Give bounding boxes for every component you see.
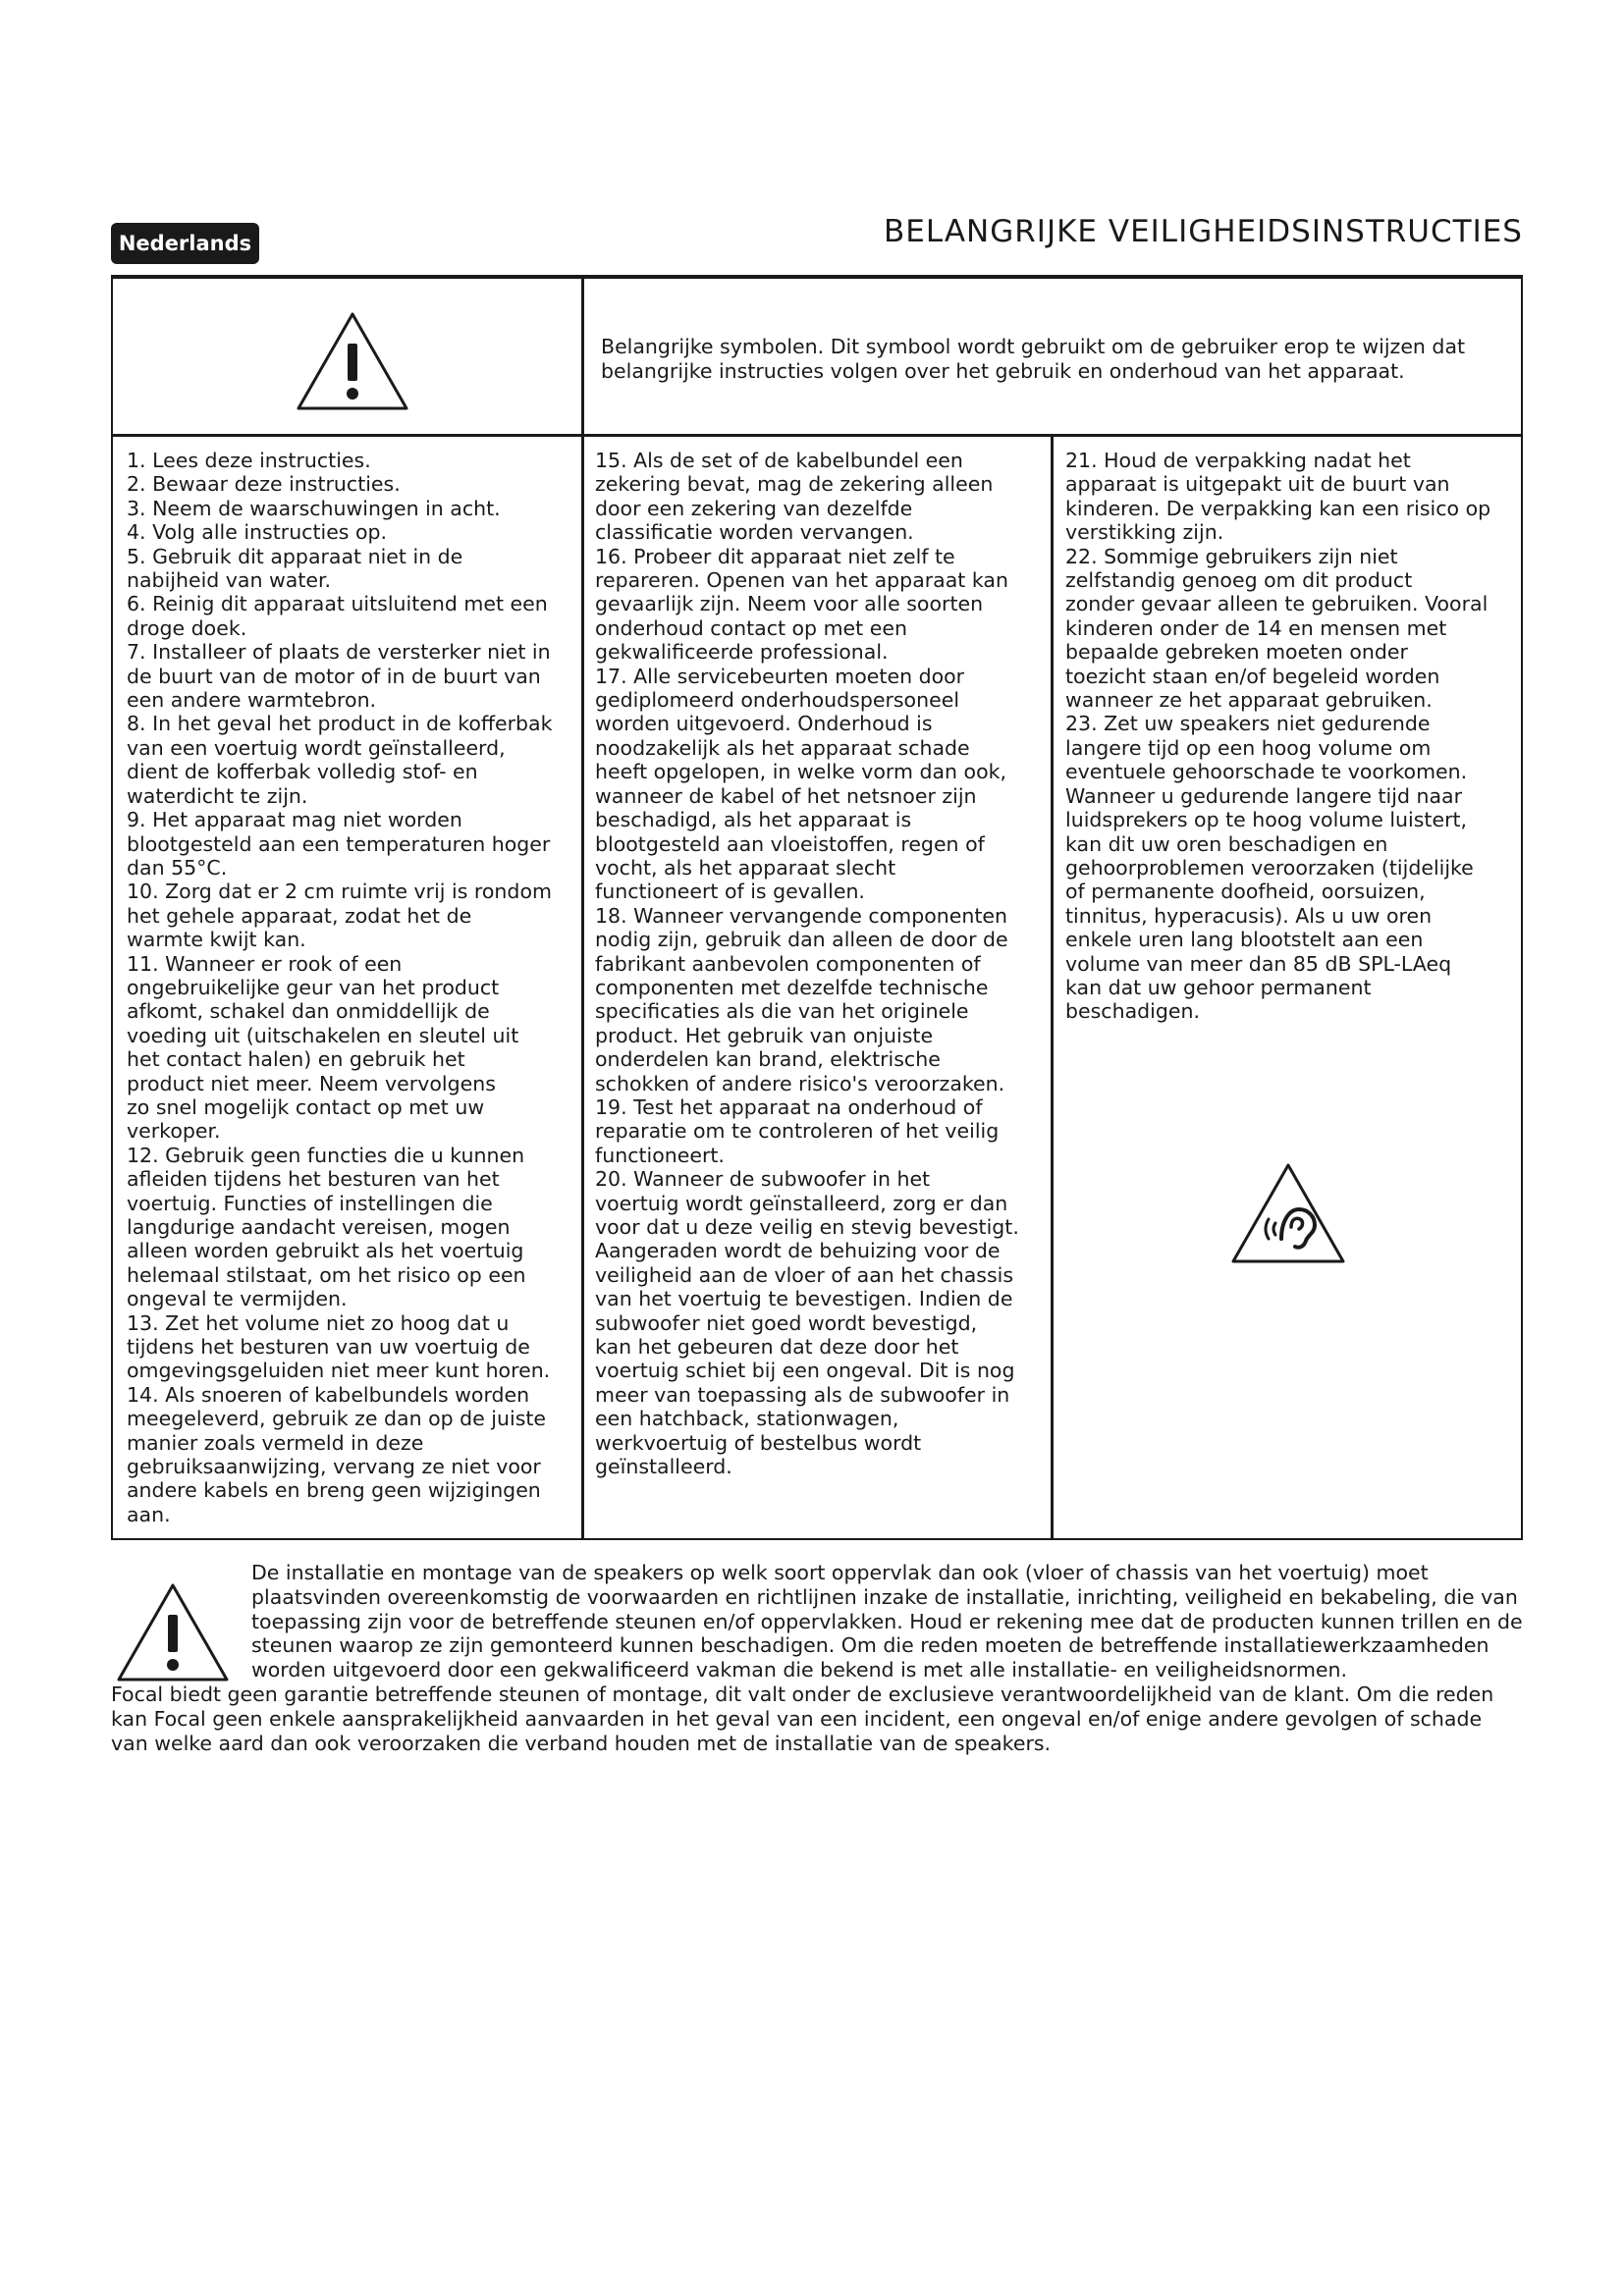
safety-instructions-table [111,275,1523,1540]
hearing-warning-icon [1230,1162,1346,1264]
installation-paragraph: De installatie en montage van de speakers op welk soort oppervlak dan ook (vloer of chassis van het voertuig) moet plaatsvinden overeenkomstig de voorwaarden en richtlijnen inzake de installatie, inrichting, veiligheid en bekabeling, die van toepassing zijn voor de betreffende steunen en/of oppervlakken. Houd er rekening mee dat de producten kunnen trillen en de steunen waarop ze zijn gemonteerd kunnen beschadigen. Om die reden moeten de betreffende installatiewerkzaamheden worden uitgevoerd door een gekwalificeerd vakman die bekend is met alle installatie- en veiligheidsnormen. [251,1561,1523,1682]
instructions-column-2: 15. Als de set of de kabelbundel een zekering bevat, mag de zekering alleen door een zekering van dezelfde classificatie worden vervangen. 16. Probeer dit apparaat niet zelf te repareren. Openen van het apparaat kan gevaarlijk zijn. Neem voor alle soorten onderhoud contact op met een gekwalificeerde professional. 17. Alle servicebeurten moeten door gediplomeerd onderhoudspersoneel worden uitgevoerd. Onderhoud is noodzakelijk als het apparaat schade heeft opgelopen, in welke vorm dan ook, wanneer de kabel of het netsnoer zijn beschadigd, als het apparaat is blootgesteld aan vloeistoffen, regen of vocht, als het apparaat slecht functioneert of is gevallen. 18. Wanneer vervangende componenten nodig zijn, gebruik dan alleen de door de fabrikant aanbevolen componenten of componenten met dezelfde technische specificaties als die van het originele product. Het gebruik van onjuiste onderdelen kan brand, elektrische schokken of andere risico's veroorzaken. 19. Test het apparaat na onderhoud of reparatie om te controleren of het veilig functioneert. 20. Wanneer de subwoofer in het voertuig wordt geïnstalleerd, zorg er dan voor dat u deze veilig en stevig bevestigt. Aangeraden wordt de behuizing voor de veiligheid aan de vloer of aan het chassis van het voertuig te bevestigen. Indien de subwoofer niet goed wordt bevestigd, kan het gebeuren dat deze door het voertuig schiet bij een ongeval. Dit is nog meer van toepassing als de subwoofer in een hatchback, stationwagen, werkvoertuig of bestelbus wordt geïnstalleerd. [595,449,1019,1479]
table-divider [1051,436,1054,1540]
warning-triangle-icon [296,311,409,411]
table-divider [581,279,584,436]
instructions-column-3: 21. Houd de verpakking nadat het apparaat is uitgepakt uit de buurt van kinderen. De verpakking kan een risico op verstikking zijn. 22. Sommige gebruikers zijn niet zelfstandig genoeg om dit product zonder gevaar alleen te gebruiken. Vooral kinderen onder de 14 en mensen met bepaalde gebreken moeten onder toezicht staan en/of begeleid worden wanneer ze het apparaat gebruiken. 23. Zet uw speakers niet gedurende langere tijd op een hoog volume om eventuele gehoorschade te voorkomen. Wanneer u gedurende langere tijd naar luidsprekers op te hoog volume luistert, kan dit uw oren beschadigen en gehoorproblemen veroorzaken (tijdelijke of permanente doofheid, oorsuizen, tinnitus, hyperacusis). Als u uw oren enkele uren lang blootstelt aan een volume van meer dan 85 dB SPL-LAeq kan dat uw gehoor permanent beschadigen. [1065,449,1491,1024]
instructions-column-1: 1. Lees deze instructies. 2. Bewaar deze instructies. 3. Neem de waarschuwingen in acht. 4. Volg alle instructies op. 5. Gebruik dit apparaat niet in de nabijheid van water. 6. Reinig dit apparaat uitsluitend met een droge doek. 7. Installeer of plaats de versterker niet in de buurt van de motor of in de buurt van een andere warmtebron. 8. In het geval het product in de kofferbak van een voertuig wordt geïnstalleerd, dient de kofferbak volledig stof- en waterdicht te zijn. 9. Het apparaat mag niet worden blootgesteld aan een temperaturen hoger dan 55°C. 10. Zorg dat er 2 cm ruimte vrij is rondom het gehele apparaat, zodat het de warmte kwijt kan. 11. Wanneer er rook of een ongebruikelijke geur van het product afkomt, schakel dan onmiddellijk de voeding uit (uitschakelen en sleutel uit het contact halen) en gebruik het product niet meer. Neem vervolgens zo snel mogelijk contact op met uw verkoper. 12. Gebruik geen functies die u kunnen afleiden tijdens het besturen van het voertuig. Functies of instellingen die langdurige aandacht vereisen, mogen alleen worden gebruikt als het voertuig helemaal stilstaat, om het risico op een ongeval te vermijden. 13. Zet het volume niet zo hoog dat u tijdens het besturen van uw voertuig de omgevingsgeluiden niet meer kunt horen. 14. Als snoeren of kabelbundels worden meegeleverd, gebruik ze dan op de juiste manier zoals vermeld in deze gebruiksaanwijzing, vervang ze niet voor andere kabels en breng geen wijzigingen aan. [127,449,553,1526]
installation-disclaimer [111,1561,1525,1755]
symbols-description: Belangrijke symbolen. Dit symbool wordt gebruikt om de gebruiker erop te wijzen dat belangrijke instructies volgen over het gebruik en onderhoud van het apparaat. [601,335,1466,383]
liability-paragraph: Focal biedt geen garantie betreffende steunen of montage, dit valt onder de exclusieve verantwoordelijkheid van de klant. Om die reden kan Focal geen enkele aansprakelijkheid aanvaarden in het geval van een incident, een ongeval en/of enige andere gevolgen of schade van welke aard dan ook veroorzaken die verband houden met de installatie van de speakers. [111,1682,1494,1755]
page-title: BELANGRIJKE VEILIGHEIDSINSTRUCTIES [884,214,1523,249]
language-badge: Nederlands [111,223,259,264]
table-divider [113,434,1521,437]
table-divider [581,436,584,1540]
